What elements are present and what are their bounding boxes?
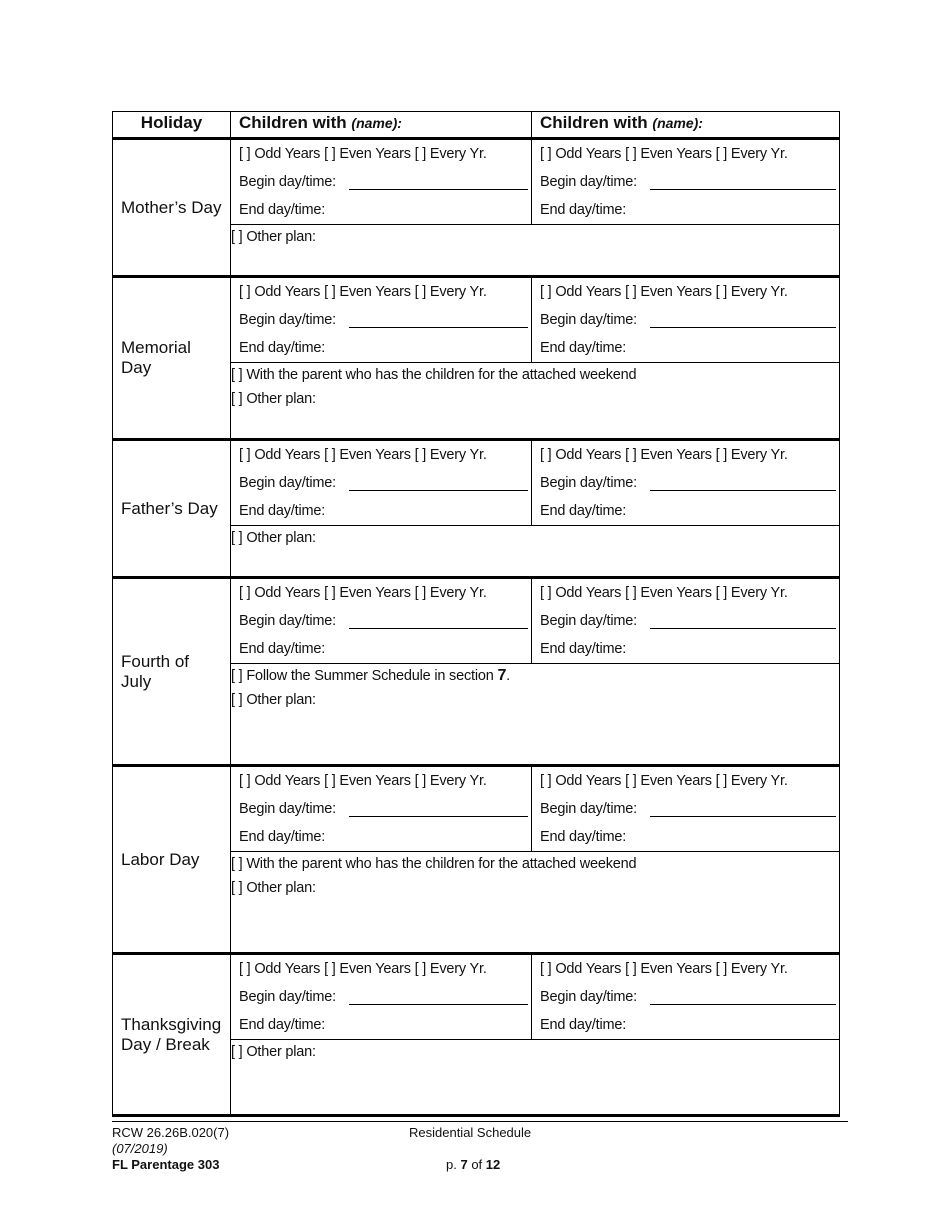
- summer-schedule-checkbox[interactable]: [ ] Follow the Summer Schedule in section 7.: [231, 667, 510, 684]
- footer-date: (07/2019): [112, 1141, 168, 1156]
- other-plan-checkbox[interactable]: [ ] Other plan:: [231, 1044, 316, 1060]
- parent-1-options: [231, 277, 532, 364]
- end-daytime-field[interactable]: End day/time:: [532, 334, 839, 363]
- year-checkboxes[interactable]: [ ] Odd Years [ ] Even Years [ ] Every Yr.: [239, 961, 487, 977]
- footer-page-number: p. 7 of 12: [446, 1157, 501, 1172]
- year-checkboxes[interactable]: [ ] Odd Years [ ] Even Years [ ] Every Yr.: [239, 284, 487, 300]
- end-daytime-field[interactable]: End day/time:: [532, 823, 839, 852]
- year-checkboxes[interactable]: [ ] Odd Years [ ] Even Years [ ] Every Yr.: [540, 284, 788, 300]
- end-daytime-field[interactable]: End day/time:: [231, 1011, 531, 1040]
- header-children-with-2: Children with (name):: [532, 112, 840, 139]
- end-daytime-field[interactable]: End day/time:: [532, 497, 839, 526]
- parent-2-options: [532, 766, 840, 853]
- parent-2-options: [532, 277, 840, 364]
- parent-1-options: [231, 139, 532, 226]
- footer-divider: [112, 1121, 848, 1122]
- parent-2-options: [532, 578, 840, 665]
- year-checkboxes[interactable]: [ ] Odd Years [ ] Even Years [ ] Every Yr.: [239, 773, 487, 789]
- begin-daytime-field[interactable]: Begin day/time:: [231, 983, 531, 1011]
- memorial-day-row: [113, 277, 840, 364]
- holiday-label: Thanksgiving Day / Break: [113, 954, 231, 1116]
- end-daytime-field[interactable]: End day/time:: [231, 497, 531, 526]
- footer-form-name: FL Parentage 303: [112, 1157, 220, 1172]
- begin-daytime-field[interactable]: Begin day/time:: [231, 469, 531, 497]
- parent-2-options: [532, 440, 840, 527]
- other-options: [231, 664, 840, 766]
- other-plan-checkbox[interactable]: [ ] Other plan:: [231, 880, 316, 896]
- begin-daytime-field[interactable]: Begin day/time:: [532, 469, 839, 497]
- year-checkboxes[interactable]: [ ] Odd Years [ ] Even Years [ ] Every Yr.: [239, 146, 487, 162]
- other-options: [231, 852, 840, 954]
- other-plan-checkbox[interactable]: [ ] Other plan:: [231, 229, 316, 245]
- begin-daytime-field[interactable]: Begin day/time:: [532, 306, 839, 334]
- year-checkboxes[interactable]: [ ] Odd Years [ ] Even Years [ ] Every Yr.: [540, 585, 788, 601]
- header-holiday: Holiday: [113, 112, 231, 139]
- other-options: [231, 526, 840, 578]
- footer-left: [112, 1125, 229, 1173]
- other-plan-checkbox[interactable]: [ ] Other plan:: [231, 530, 316, 546]
- holiday-schedule-table: [112, 111, 840, 1117]
- begin-daytime-field[interactable]: Begin day/time:: [532, 607, 839, 635]
- year-checkboxes[interactable]: [ ] Odd Years [ ] Even Years [ ] Every Yr.: [540, 773, 788, 789]
- holiday-label: Mother’s Day: [113, 139, 231, 277]
- end-daytime-field[interactable]: End day/time:: [231, 823, 531, 852]
- end-daytime-field[interactable]: End day/time:: [532, 1011, 839, 1040]
- begin-daytime-field[interactable]: Begin day/time:: [231, 607, 531, 635]
- begin-daytime-field[interactable]: Begin day/time:: [532, 795, 839, 823]
- end-daytime-field[interactable]: End day/time:: [532, 635, 839, 664]
- other-plan-checkbox[interactable]: [ ] Other plan:: [231, 692, 316, 708]
- other-options: [231, 225, 840, 277]
- fourth-of-july-row: [113, 578, 840, 665]
- holiday-label: Fourth of July: [113, 578, 231, 766]
- holiday-label: Father’s Day: [113, 440, 231, 578]
- year-checkboxes[interactable]: [ ] Odd Years [ ] Even Years [ ] Every Yr.: [540, 447, 788, 463]
- begin-daytime-field[interactable]: Begin day/time:: [532, 168, 839, 196]
- end-daytime-field[interactable]: End day/time:: [231, 196, 531, 225]
- year-checkboxes[interactable]: [ ] Odd Years [ ] Even Years [ ] Every Yr.: [540, 961, 788, 977]
- other-options: [231, 1040, 840, 1116]
- weekend-checkbox[interactable]: [ ] With the parent who has the children for the attached weekend: [231, 367, 637, 383]
- year-checkboxes[interactable]: [ ] Odd Years [ ] Even Years [ ] Every Yr.: [540, 146, 788, 162]
- begin-daytime-field[interactable]: Begin day/time:: [231, 795, 531, 823]
- header-children-with-1: Children with (name):: [231, 112, 532, 139]
- begin-daytime-field[interactable]: Begin day/time:: [231, 168, 531, 196]
- fathers-day-row: [113, 440, 840, 527]
- parent-1-options: [231, 954, 532, 1041]
- footer-rcw: RCW 26.26B.020(7): [112, 1125, 230, 1140]
- table-header-row: [113, 112, 840, 139]
- end-daytime-field[interactable]: End day/time:: [532, 196, 839, 225]
- parent-1-options: [231, 578, 532, 665]
- footer-title: Residential Schedule: [409, 1125, 532, 1140]
- year-checkboxes[interactable]: [ ] Odd Years [ ] Even Years [ ] Every Yr.: [239, 447, 487, 463]
- year-checkboxes[interactable]: [ ] Odd Years [ ] Even Years [ ] Every Yr.: [239, 585, 487, 601]
- parent-2-options: [532, 954, 840, 1041]
- other-options: [231, 363, 840, 440]
- weekend-checkbox[interactable]: [ ] With the parent who has the children for the attached weekend: [231, 856, 637, 872]
- end-daytime-field[interactable]: End day/time:: [231, 635, 531, 664]
- parent-2-options: [532, 139, 840, 226]
- mothers-day-row: [113, 139, 840, 226]
- begin-daytime-field[interactable]: Begin day/time:: [532, 983, 839, 1011]
- parent-1-options: [231, 766, 532, 853]
- end-daytime-field[interactable]: End day/time:: [231, 334, 531, 363]
- other-plan-checkbox[interactable]: [ ] Other plan:: [231, 391, 316, 407]
- holiday-label: Memorial Day: [113, 277, 231, 440]
- parent-1-options: [231, 440, 532, 527]
- holiday-label: Labor Day: [113, 766, 231, 954]
- labor-day-row: [113, 766, 840, 853]
- begin-daytime-field[interactable]: Begin day/time:: [231, 306, 531, 334]
- thanksgiving-row: [113, 954, 840, 1041]
